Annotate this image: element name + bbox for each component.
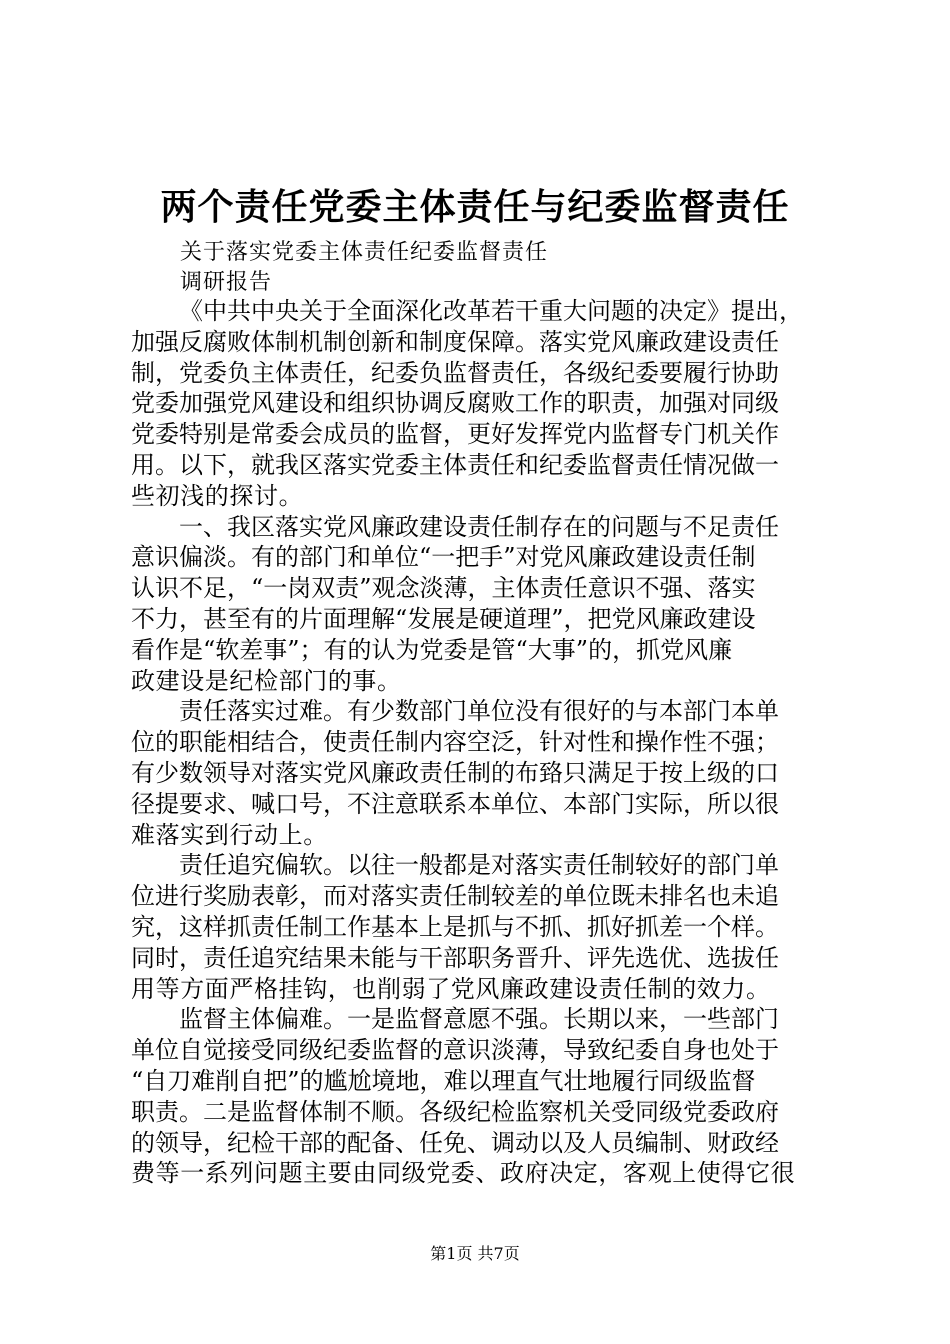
paragraph-line: 制，党委负主体责任，纪委负监督责任，各级纪委要履行协助	[131, 358, 779, 387]
paragraph	[131, 696, 831, 850]
paragraph-line: 监督主体偏难。一是监督意愿不强。长期以来，一些部门	[179, 1005, 779, 1034]
paragraph-line: 费等一系列问题主要由同级党委、政府决定，客观上使得它很	[131, 1159, 796, 1188]
paragraph-line: 些初浅的探讨。	[131, 481, 304, 510]
paragraph-line: 政建设是纪检部门的事。	[131, 666, 402, 695]
subtitle-line-1: 关于落实党委主体责任纪委监督责任	[180, 240, 549, 265]
paragraph-line: 一、我区落实党风廉政建设责任制存在的问题与不足责任	[179, 512, 779, 541]
paragraph-line: 不力，甚至有的片面理解“发展是硬道理”，把党风廉政建设	[131, 604, 756, 633]
paragraph-line: 单位自觉接受同级纪委监督的意识淡薄，导致纪委自身也处于	[131, 1036, 779, 1065]
subtitle-line-2: 调研报告	[180, 270, 273, 295]
paragraph-line: 党委加强党风建设和组织协调反腐败工作的职责，加强对同级	[131, 389, 779, 418]
paragraph-line: 责任落实过难。有少数部门单位没有很好的与本部门本单	[179, 697, 779, 726]
paragraph-line: 用。以下，就我区落实党委主体责任和纪委监督责任情况做一	[131, 450, 779, 479]
paragraph	[131, 512, 831, 697]
paragraph-line: 同时，责任追究结果未能与干部职务晋升、评先选优、选拔任	[131, 943, 779, 972]
page-footer: 第1页 共7页	[430, 1244, 520, 1263]
paragraph-line: 位的职能相结合，使责任制内容空泛，针对性和操作性不强；	[131, 728, 779, 757]
paragraph-line: 职责。二是监督体制不顺。各级纪检监察机关受同级党委政府	[131, 1097, 779, 1126]
paragraph-line: 的领导，纪检干部的配备、任免、调动以及人员编制、财政经	[131, 1128, 779, 1157]
paragraph-line: 看作是“软差事”；有的认为党委是管“大事”的，抓党风廉	[131, 635, 733, 664]
paragraph	[131, 296, 831, 512]
paragraph-line: “自刀难削自把”的尴尬境地，难以理直气壮地履行同级监督	[131, 1066, 756, 1095]
document-title: 两个责任党委主体责任与纪委监督责任	[160, 187, 790, 228]
document-body	[131, 296, 831, 1189]
paragraph-line: 责任追究偏软。以往一般都是对落实责任制较好的部门单	[179, 851, 779, 880]
paragraph-line: 径提要求、喊口号，不注意联系本单位、本部门实际，所以很	[131, 789, 779, 818]
paragraph-line: 位进行奖励表彰，而对落实责任制较差的单位既未排名也未追	[131, 882, 779, 911]
paragraph-line: 用等方面严格挂钩，也削弱了党风廉政建设责任制的效力。	[131, 974, 771, 1003]
paragraph-line: 党委特别是常委会成员的监督，更好发挥党内监督专门机关作	[131, 420, 779, 449]
paragraph	[131, 850, 831, 1004]
paragraph-line: 认识不足，“一岗双责”观念淡薄，主体责任意识不强、落实	[131, 574, 756, 603]
paragraph-line: 有少数领导对落实党风廉政责任制的布臵只满足于按上级的口	[131, 758, 779, 787]
paragraph-line: 《中共中央关于全面深化改革若干重大问题的决定》提出，	[179, 297, 803, 325]
paragraph-line: 加强反腐败体制机制创新和制度保障。落实党风廉政建设责任	[131, 327, 779, 356]
paragraph	[131, 1004, 831, 1189]
paragraph-line: 意识偏淡。有的部门和单位“一把手”对党风廉政建设责任制	[131, 543, 756, 572]
paragraph-line: 难落实到行动上。	[131, 820, 328, 849]
paragraph-line: 究，这样抓责任制工作基本上是抓与不抓、抓好抓差一个样。	[131, 912, 779, 941]
